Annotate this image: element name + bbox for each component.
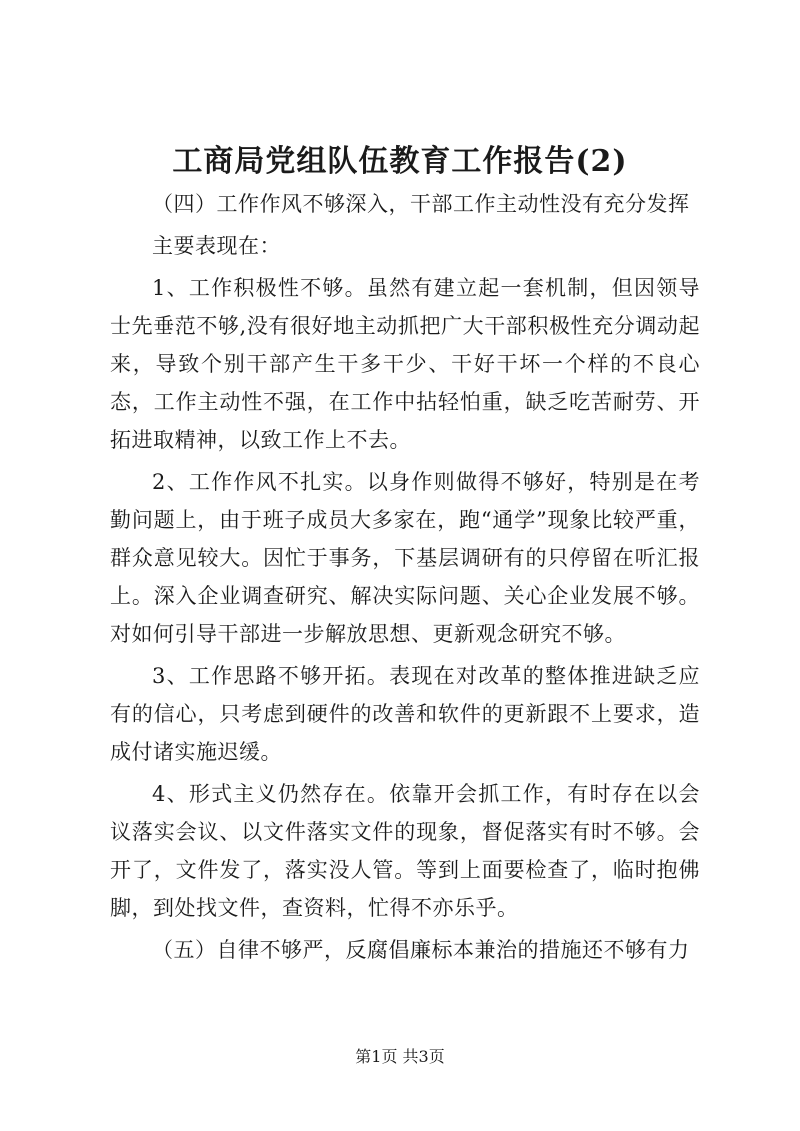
paragraph-item-1: 1、工作积极性不够。虽然有建立起一套机制，但因领导士先垂范不够,没有很好地主动抓把广大干部积极性充分调动起来，导致个别干部产生干多干少、干好干坏一个样的不良心态，工作主动性不强，在工作中拈轻怕重，缺乏吃苦耐劳、开拓进取精神，以致工作上不去。 <box>110 276 700 452</box>
page-footer: 第1页 共3页 <box>355 1047 445 1066</box>
document-body <box>110 185 700 973</box>
paragraph-item-3: 3、工作思路不够开拓。表现在对改革的整体推进缺乏应有的信心，只考虑到硬件的改善和软件的更新跟不上要求，造成付诸实施迟缓。 <box>110 664 700 764</box>
paragraph-item-2: 2、工作作风不扎实。以身作则做得不够好，特别是在考勤问题上，由于班子成员大多家在，跑“通学”现象比较严重，群众意见较大。因忙于事务，下基层调研有的只停留在听汇报上。深入企业调查研究、解决实际问题、关心企业发展不够。对如何引导干部进一步解放思想、更新观念研究不够。 <box>110 470 700 646</box>
paragraph-item-4: 4、形式主义仍然存在。依靠开会抓工作，有时存在以会议落实会议、以文件落实文件的现象，督促落实有时不够。会开了，文件发了，落实没人管。等到上面要检查了，临时抱佛脚，到处找文件，查资料，忙得不亦乐乎。 <box>110 782 700 920</box>
document-title: 工商局党组队伍教育工作报告(2) <box>172 144 628 179</box>
paragraph-section-5-heading: （五）自律不够严，反腐倡廉标本兼治的措施还不够有力 <box>152 938 690 962</box>
paragraph-main-performance: 主要表现在： <box>152 234 281 258</box>
paragraph-section-4-heading: （四）工作作风不够深入，干部工作主动性没有充分发挥 <box>152 192 690 216</box>
